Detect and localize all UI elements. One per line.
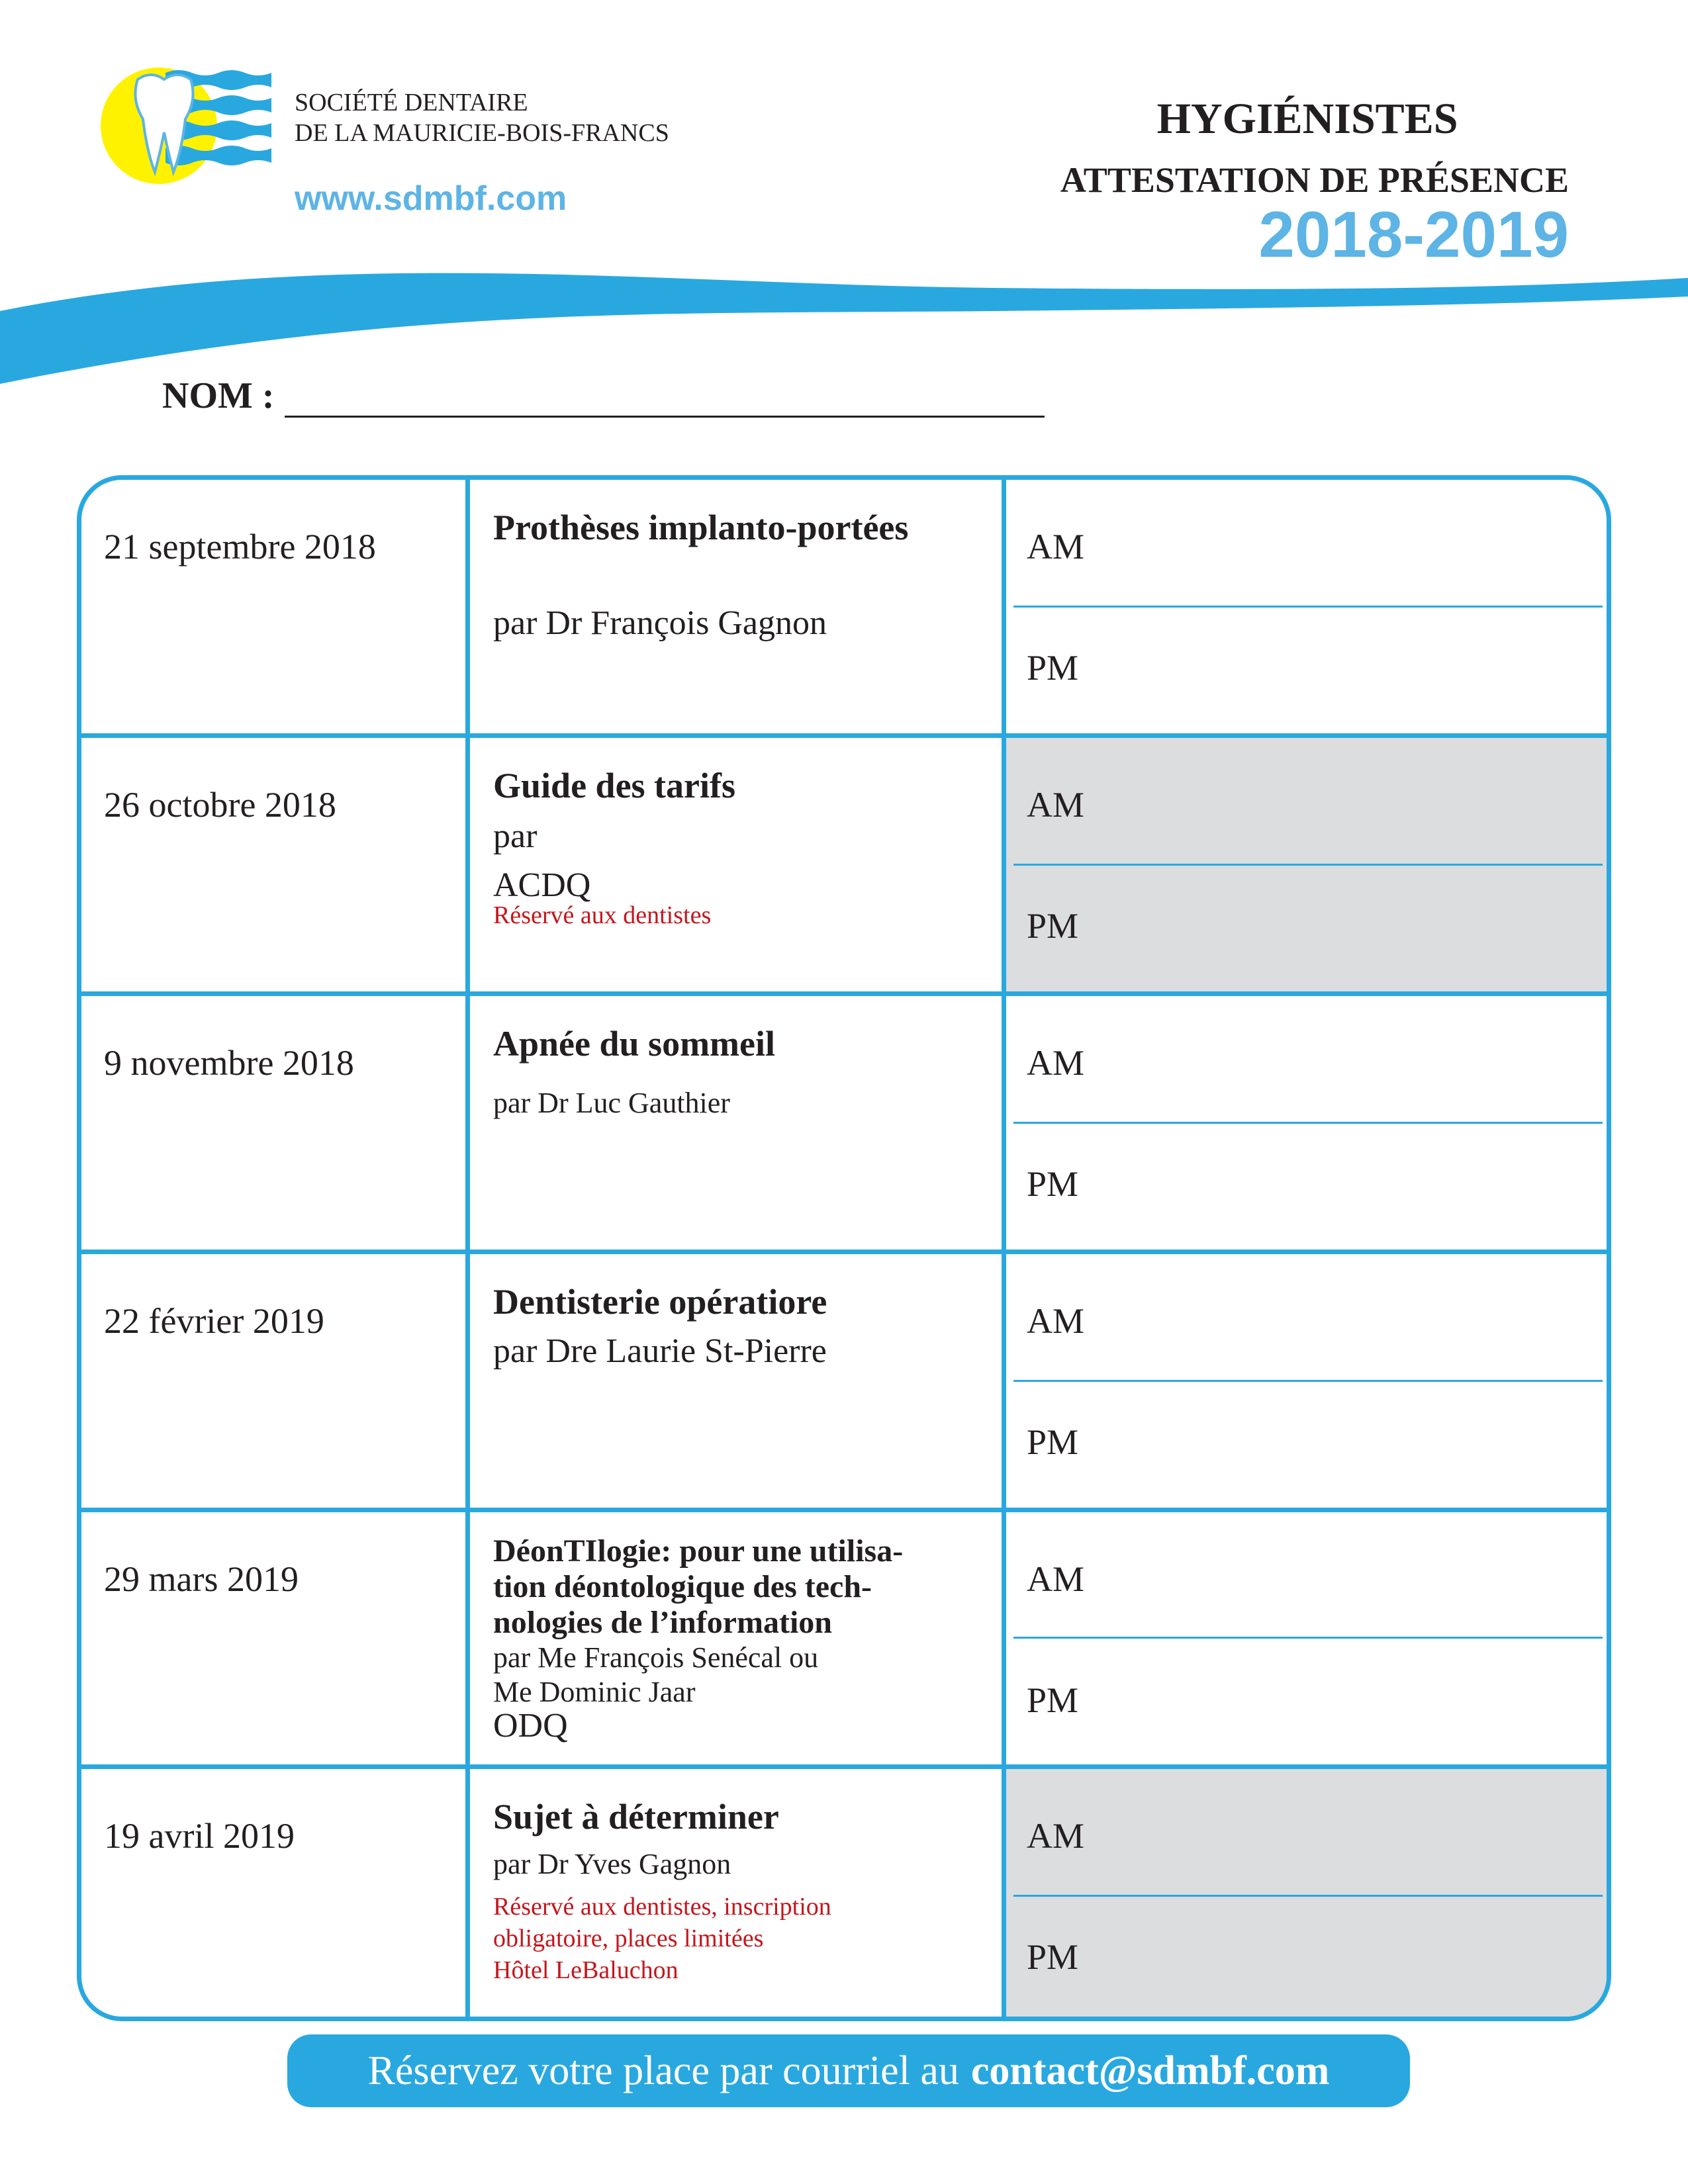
row-separator: [81, 733, 1607, 738]
session-presenter: par: [493, 817, 538, 855]
session-date: 9 novembre 2018: [104, 1043, 354, 1083]
am-pm-separator: [1013, 1895, 1603, 1897]
session-date: 21 septembre 2018: [104, 527, 376, 567]
session-title: Apnée du sommeil: [493, 1024, 776, 1064]
session-presenter-org: ODQ: [493, 1707, 568, 1745]
am-slot[interactable]: AM: [1027, 527, 1085, 567]
session-topic: [493, 1533, 1003, 1743]
session-presenter: par Dr François Gagnon: [493, 604, 827, 642]
session-title: Sujet à déterminer: [493, 1797, 779, 1837]
am-pm-separator: [1013, 1122, 1603, 1124]
am-pm-separator: [1013, 864, 1603, 866]
column-separator-2: [1002, 480, 1006, 2017]
session-presenter-line1: par Me François Senécal ou: [493, 1641, 819, 1674]
session-topic: [493, 766, 1003, 931]
session-note-line3: Hôtel LeBaluchon: [493, 1956, 679, 1984]
session-note: Réservé aux dentistes: [493, 901, 712, 929]
name-label: NOM :: [162, 375, 275, 416]
org-name-line1: SOCIÉTÉ DENTAIRE: [295, 89, 528, 116]
am-pm-separator: [1013, 606, 1603, 608]
session-topic: [493, 1024, 1003, 1120]
session-presenter-line2: Me Dominic Jaar: [493, 1676, 696, 1708]
session-presenter: par Dre Laurie St-Pierre: [493, 1332, 827, 1370]
session-title-line3: nologies de l’information: [493, 1605, 832, 1640]
am-slot[interactable]: AM: [1027, 1301, 1085, 1341]
session-topic: [493, 1797, 1003, 1986]
org-name-line2: DE LA MAURICIE-BOIS-FRANCS: [295, 119, 669, 147]
am-slot[interactable]: AM: [1027, 1816, 1085, 1856]
am-slot[interactable]: AM: [1027, 1559, 1085, 1599]
session-date: 29 mars 2019: [104, 1559, 299, 1599]
session-title: Dentisterie opératiore: [493, 1282, 827, 1322]
page-subtitle: ATTESTATION DE PRÉSENCE: [1060, 160, 1569, 200]
page-title: HYGIÉNISTES: [1156, 95, 1458, 143]
session-date: 26 octobre 2018: [104, 785, 336, 825]
row-separator: [81, 1250, 1607, 1254]
am-slot[interactable]: AM: [1027, 1043, 1085, 1083]
am-slot[interactable]: AM: [1027, 785, 1085, 825]
reservation-banner: [287, 2034, 1410, 2107]
session-presenter: par Dr Luc Gauthier: [493, 1087, 730, 1119]
row-separator: [81, 1508, 1607, 1512]
website-link[interactable]: www.sdmbf.com: [295, 179, 567, 218]
column-separator-1: [465, 480, 470, 2017]
organization-name: [295, 87, 669, 148]
am-pm-separator: [1013, 1380, 1603, 1382]
session-presenter: par Dr Yves Gagnon: [493, 1848, 731, 1880]
pm-slot[interactable]: PM: [1027, 1680, 1079, 1720]
pm-slot[interactable]: PM: [1027, 1422, 1079, 1462]
page-year: 2018-2019: [1258, 198, 1569, 271]
session-title: Prothèses implanto-portées: [493, 508, 909, 547]
session-date: 19 avril 2019: [104, 1816, 295, 1856]
tooth-sun-waves-logo-icon: [93, 60, 291, 192]
contact-email-link[interactable]: contact@sdmbf.com: [970, 2048, 1330, 2093]
reservation-text: Réservez votre place par courriel au: [367, 2048, 959, 2093]
attendance-table: [77, 475, 1611, 2021]
session-note-line2: obligatoire, places limitées: [493, 1925, 764, 1952]
shaded-slot-row2: [1006, 738, 1611, 996]
pm-slot[interactable]: PM: [1027, 1937, 1079, 1977]
am-pm-separator: [1013, 1637, 1603, 1639]
name-input-line[interactable]: [285, 416, 1045, 418]
title-block: [907, 93, 1569, 271]
pm-slot[interactable]: PM: [1027, 906, 1079, 946]
session-presenter-org: ACDQ: [493, 866, 591, 904]
row-separator: [81, 991, 1607, 996]
pm-slot[interactable]: PM: [1027, 648, 1079, 688]
session-note-line1: Réservé aux dentistes, inscription: [493, 1893, 831, 1921]
pm-slot[interactable]: PM: [1027, 1164, 1079, 1204]
session-date: 22 février 2019: [104, 1301, 324, 1341]
session-title: Guide des tarifs: [493, 766, 736, 805]
session-topic: [493, 508, 1003, 644]
session-title-line1: DéonTIlogie: pour une utilisa-: [493, 1533, 904, 1569]
session-title-line2: tion déontologique des tech-: [493, 1569, 872, 1604]
session-topic: [493, 1282, 1003, 1372]
row-separator: [81, 1764, 1607, 1769]
